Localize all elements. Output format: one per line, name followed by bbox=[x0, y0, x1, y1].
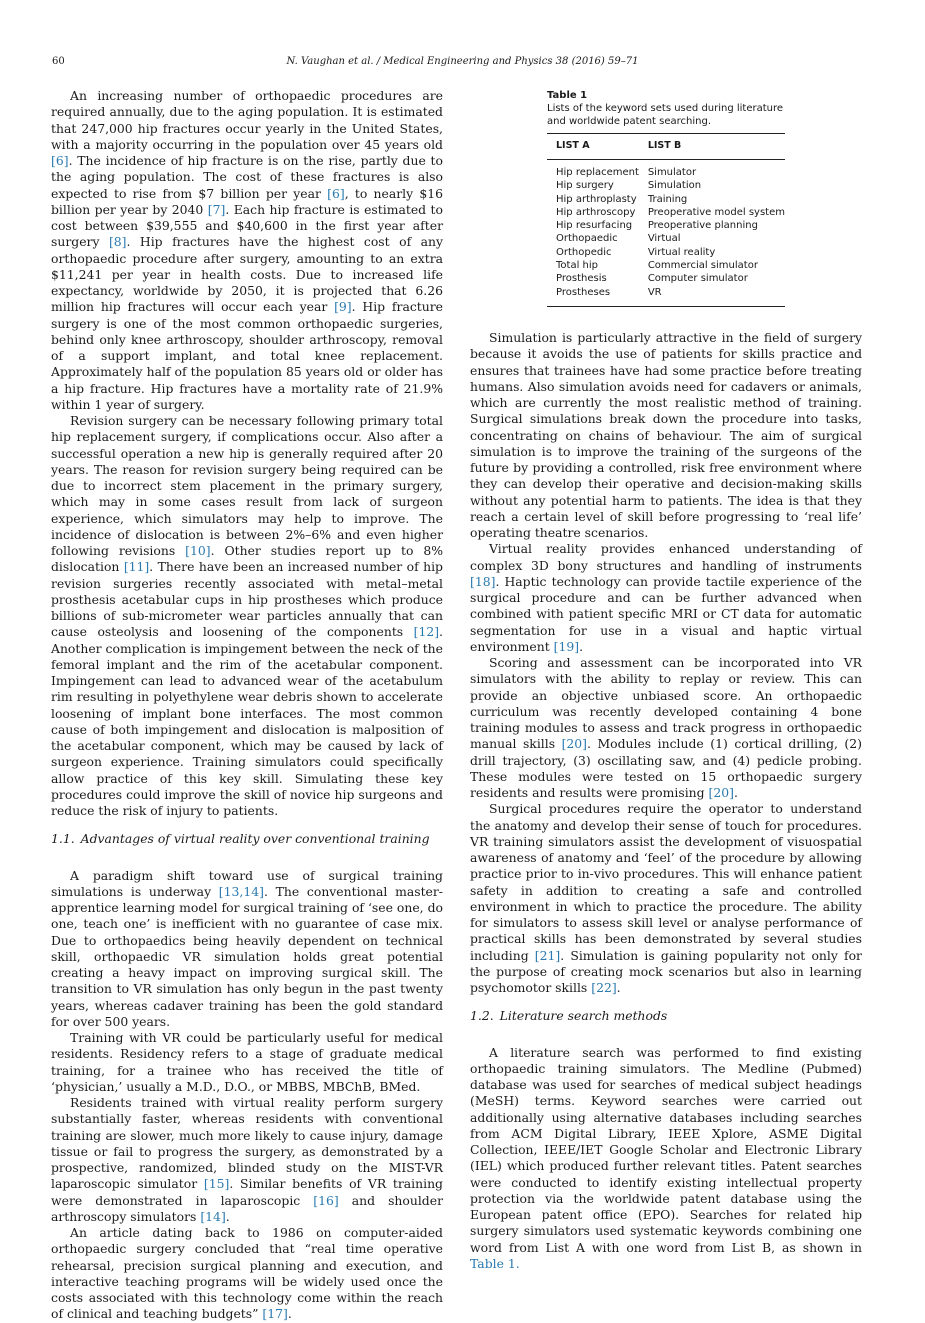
paragraph-text: An increasing number of orthopaedic procedures are required annually, due to the aging population. It is estimated that 247,000 hip fractures occur yearly in the United States, with a majority occurring in the population over 45 years old bbox=[51, 88, 443, 152]
paragraph-text: . bbox=[287, 1306, 292, 1322]
table-cell-list-b: VR bbox=[645, 286, 785, 307]
table-cell-list-a: Orthopedic bbox=[556, 246, 612, 258]
table-row bbox=[547, 206, 785, 219]
paragraph-text: . Other studies report up to 8% dislocation bbox=[51, 543, 443, 575]
citation-link[interactable]: [13,14] bbox=[218, 883, 264, 899]
body-paragraph bbox=[51, 88, 443, 413]
table-cell-list-a: Hip surgery bbox=[556, 180, 614, 192]
paragraph-text: A literature search was performed to find existing orthopaedic training simulators. The Medline (Pubmed) database was used for searches of medical subject headings (MeSH) terms. Keyword searches were carried out additionally using alternative databases including searches from ACM Digital Library, IEEE Xplore, ASME Digital Collection, IEEE/IET Google Scholar and Electronic Library (IEL) which produced further relevant titles. Patent searches were conducted to identify existing intellectual property protection via the worldwide patent database using the European patent office (EPO). Searches for related hip surgery simulators used systematic keywords combining one word from List A with one word from List B, as shown in bbox=[470, 1044, 862, 1255]
citation-link[interactable]: [12] bbox=[413, 624, 440, 640]
left-column bbox=[51, 88, 443, 1323]
paragraph-text: . Simulation is gaining popularity not only for the purpose of creating mock scenarios but also in learning psychomotor skills bbox=[470, 947, 862, 995]
table-row bbox=[547, 246, 785, 259]
paragraph-text: . bbox=[225, 1208, 230, 1224]
body-paragraph bbox=[51, 413, 443, 819]
paragraph-text: . bbox=[733, 785, 738, 800]
table-cell-list-b: Training bbox=[647, 193, 688, 205]
paragraph-text: Surgical procedures require the operator to understand the anatomy and develop their sense of touch for procedures. VR training simulators assist the development of visuospatial awareness of anatomy and ‘feel’ of the procedure by allowing practice prior to in-vivo procedures. This will enhance patient safety in addition to creating a safe and controlled environment in which to practice the procedure. The ability for simulators to assess skill level or analyse performance of practical skills has been demonstrated by several studies including bbox=[470, 801, 862, 963]
paragraph-text: Residents trained with virtual reality perform surgery substantially faster, whereas residents with conventional training are slower, much more likely to cause injury, damage tissue or fail to progress the surgery, as demonstrated by a prospective, randomized, blinded study on the MIST-VR laparoscopic simulator bbox=[51, 1095, 443, 1192]
citation-link[interactable]: [7] bbox=[207, 201, 226, 217]
keyword-table bbox=[547, 133, 785, 307]
citation-link[interactable]: [9] bbox=[334, 299, 352, 315]
table-cell-list-a: Hip arthroscopy bbox=[556, 206, 636, 218]
keyword-table-block bbox=[547, 89, 785, 307]
table-cell-list-b: Preoperative planning bbox=[647, 220, 758, 232]
table-row bbox=[547, 259, 785, 272]
section-title: Advantages of virtual reality over conventional training bbox=[80, 831, 430, 847]
citation-link[interactable]: [20] bbox=[708, 785, 734, 800]
table-row bbox=[547, 193, 785, 206]
paragraph-text: A paradigm shift toward use of surgical training simulations is underway bbox=[51, 867, 443, 899]
left-paragraphs-after bbox=[51, 868, 443, 1323]
paragraph-text: . Another complication is impingement between the neck of the femoral implant and the rim of the acetabular component. Impingement can lead to advanced wear of the acetabulum rim resulting in polyethylene wear debris shown to accelerate loosening of implant bone interfaces. The most common cause of both impingement and dislocation is malposition of the acetabular component, which may be caused by lack of surgeon experience. Training simulators could specifically allow practice of this key skill. Simulating these key procedures could improve the skill of novice hip surgeons and reduce the risk of injury to patients. bbox=[51, 624, 443, 818]
body-paragraph bbox=[51, 868, 443, 1031]
table-cell-list-b: Virtual bbox=[647, 233, 681, 245]
body-paragraph bbox=[470, 801, 862, 996]
section-title: Literature search methods bbox=[499, 1008, 668, 1024]
table-row bbox=[547, 286, 785, 307]
citation-link[interactable]: [18] bbox=[470, 573, 496, 589]
right-paragraphs-after bbox=[470, 1045, 862, 1273]
section-number: 1.1. bbox=[51, 831, 75, 847]
table-cell-list-a: Total hip bbox=[556, 260, 598, 272]
citation-link[interactable]: [11] bbox=[123, 559, 150, 575]
citation-link[interactable]: Table 1. bbox=[470, 1255, 520, 1271]
citation-link[interactable]: [6] bbox=[327, 185, 345, 201]
paragraph-text: Virtual reality provides enhanced understanding of complex 3D bony structures and handling of instruments bbox=[470, 541, 862, 573]
paragraph-text: . Hip fractures have the highest cost of any orthopaedic procedure after surgery, amounting to an extra $11,241 per year in health costs. Due to increased life expectancy, worldwide by 2050, it is projected that 6.26 million hip fractures will occur each year bbox=[51, 234, 444, 315]
paragraph-text: . Modules include (1) cortical drilling, (2) drill trajectory, (3) oscillating saw, and (4) pedicle probing. These modules were tested on 15 orthopaedic surgery residents and results were promising bbox=[470, 736, 862, 800]
paragraph-text: Revision surgery can be necessary following primary total hip replacement surgery, if complications occur. Also after a successful operation a new hip is generally required after 20 years. The reason for revision surgery being required can be due to incorrect stem placement in the primary surgery, which may in some cases result from lack of surgeon experience, which simulators may help to improve. The incidence of dislocation is between 2%–6% and even higher following revisions bbox=[51, 413, 443, 558]
table-cell-list-a: Hip resurfacing bbox=[556, 220, 633, 232]
table-header-list-b: LIST B bbox=[645, 134, 785, 160]
table-cell-list-a: Prosthesis bbox=[556, 273, 607, 285]
section-heading-1-2 bbox=[470, 1008, 862, 1024]
table-cell-list-b: Computer simulator bbox=[647, 273, 748, 285]
table-cell-list-a: Prostheses bbox=[547, 286, 645, 307]
paragraph-text: Scoring and assessment can be incorporated into VR simulators with the ability to replay or review. This can provide an objective unbiased score. An orthopaedic curriculum was recently developed containing 4 bone training modules to assess and track progress in orthopaedic manual skills bbox=[470, 655, 862, 752]
section-number: 1.2. bbox=[470, 1008, 494, 1024]
paragraph-text: . Hip fracture surgery is one of the most common orthopaedic surgeries, behind only knee arthroscopy, shoulder arthroscopy, removal of a support implant, and total knee replacement. Approximately half of the population 85 years old or older has a hip fracture. Hip fractures have a mortality rate of 21.9% within 1 year of surgery. bbox=[51, 299, 443, 412]
table-row bbox=[547, 160, 785, 180]
left-paragraphs bbox=[51, 88, 443, 819]
table-cell-list-a: Hip replacement bbox=[556, 167, 639, 178]
table-cell-list-a: Orthopaedic bbox=[556, 233, 618, 245]
citation-link[interactable]: [21] bbox=[534, 947, 561, 963]
citation-link[interactable]: [17] bbox=[262, 1306, 288, 1322]
paragraph-text: . Each hip fracture is estimated to cost between $39,555 and $40,600 in the first year after surgery bbox=[51, 201, 444, 250]
table-cell-list-b: Simulation bbox=[647, 180, 702, 192]
page-number: 60 bbox=[52, 56, 65, 67]
section-heading-1-1 bbox=[51, 831, 443, 847]
table-row bbox=[547, 272, 785, 285]
table-cell-list-b: Preoperative model system bbox=[647, 206, 785, 218]
paragraph-text: . bbox=[579, 638, 584, 654]
paragraph-text: Training with VR could be particularly useful for medical residents. Residency refers to a stage of graduate medical training, for a trainee who has received the title of ‘physician,’ usually a M.D., D.O., or MBBS, MBChB, BMed. bbox=[51, 1030, 443, 1094]
citation-link[interactable]: [14] bbox=[200, 1208, 226, 1224]
paragraph-text: Simulation is particularly attractive in the field of surgery because it avoids the use of patients for skills practice and ensures that trainees have had some practice before treating humans. Also simulation avoids need for cadavers or animals, which are currently the most realistic method of training. Surgical simulations break down the procedure into tasks, concentrating on chains of behaviour. The aim of surgical simulation is to improve the training of the surgeons of the future by providing a controlled, risk free environment where they can develop their operative and decision-making skills without any potential harm to patients. The idea is that they reach a certain level of skill before progressing to ‘real life’ operating theatre scenarios. bbox=[470, 330, 862, 540]
paragraph-text: . The conventional master-apprentice learning model for surgical training of ‘see one, do one, teach one’ is inefficient with no guarantee of case mix. Due to orthopaedics being heavily dependent on technical skill, orthopaedic VR simulation holds great potential creating a heavy impact on improving surgical skill. The transition to VR simulation has only begun in the past twenty years, whereas cadaver training has been the gold standard for over 500 years. bbox=[51, 883, 443, 1029]
citation-link[interactable]: [8] bbox=[108, 234, 127, 250]
table-row bbox=[547, 179, 785, 192]
citation-link[interactable]: [16] bbox=[313, 1192, 339, 1208]
paragraph-text: , to nearly $16 billion per year by 2040 bbox=[51, 185, 443, 217]
running-title: N. Vaughan et al. / Medical Engineering and Physics 38 (2016) 59–71 bbox=[286, 56, 639, 67]
table-cell-list-b: Commercial simulator bbox=[647, 260, 758, 272]
paragraph-text: An article dating back to 1986 on computer-aided orthopaedic surgery concluded that “real time operative rehearsal, precision surgical planning and execution, and interactive teaching programs will be widely used once the costs associated with this technology come within the reach of clinical and teaching budgets” bbox=[51, 1225, 443, 1322]
citation-link[interactable]: [19] bbox=[553, 638, 580, 654]
citation-link[interactable]: [10] bbox=[185, 543, 211, 558]
paragraph-text: . bbox=[616, 980, 621, 995]
table-label: Table 1 bbox=[547, 90, 588, 101]
paragraph-text: . The incidence of hip fracture is on the rise, partly due to the aging population. The cost of these fractures is also expected to rise from $7 billion per year bbox=[51, 153, 443, 201]
paragraph-text: and shoulder arthroscopy simulators bbox=[51, 1192, 443, 1224]
body-paragraph bbox=[51, 1095, 443, 1225]
table-cell-list-b: Simulator bbox=[647, 167, 697, 178]
citation-link[interactable]: [15] bbox=[203, 1176, 230, 1192]
paragraph-text: . Similar benefits of VR training were demonstrated in laparoscopic bbox=[51, 1176, 443, 1208]
body-paragraph bbox=[51, 1030, 443, 1095]
body-paragraph bbox=[51, 1225, 443, 1323]
right-paragraphs bbox=[470, 330, 862, 996]
table-cell-list-b: Virtual reality bbox=[647, 246, 716, 258]
table-header-list-a: LIST A bbox=[547, 134, 645, 160]
table-caption: Lists of the keyword sets used during literature and worldwide patent searching. bbox=[547, 103, 784, 127]
body-paragraph bbox=[470, 655, 862, 801]
citation-link[interactable]: [22] bbox=[591, 980, 617, 995]
citation-link[interactable]: [6] bbox=[51, 153, 69, 168]
body-paragraph bbox=[470, 541, 862, 655]
body-paragraph bbox=[470, 1045, 862, 1273]
table-cell-list-a: Hip arthroplasty bbox=[556, 193, 637, 205]
table-row bbox=[547, 232, 785, 245]
paragraph-text: . There have been an increased number of hip revision surgeries recently associated with metal–metal prosthesis acetabular cups in hip prostheses which produce billions of sub-micrometer wear particles annually that can cause osteolysis and loosening of the components bbox=[51, 559, 443, 640]
body-paragraph bbox=[470, 330, 862, 541]
paragraph-text: . Haptic technology can provide tactile experience of the surgical procedure and can be further advanced when combined with patient specific MRI or CT data for automatic segmentation for use in a visual and haptic virtual environment bbox=[470, 573, 862, 654]
table-row bbox=[547, 219, 785, 232]
right-column bbox=[470, 330, 862, 1272]
citation-link[interactable]: [20] bbox=[561, 736, 588, 752]
